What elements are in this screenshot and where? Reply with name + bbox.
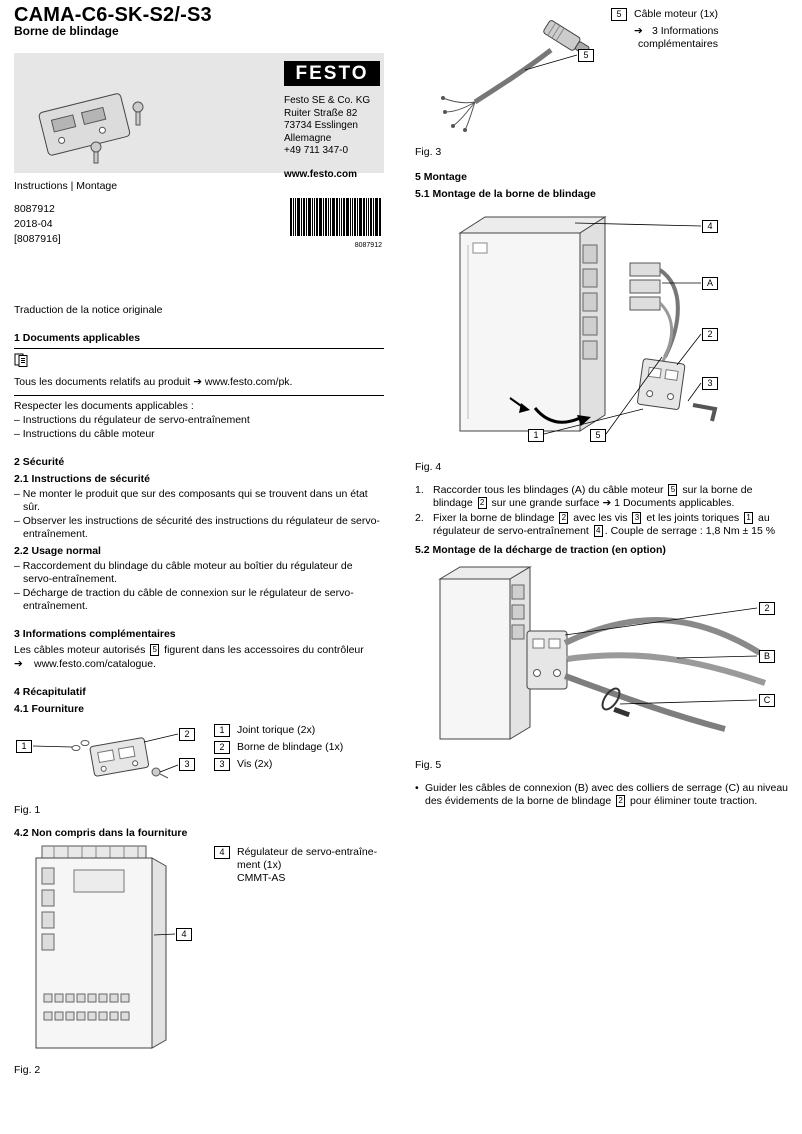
section-4-2-heading: 4.2 Non compris dans la fourniture <box>14 827 188 839</box>
barcode <box>290 198 382 250</box>
company-name: Festo SE & Co. KG <box>284 95 371 106</box>
doc-date: 2018-04 <box>14 218 53 230</box>
arrow-icon: ➔ <box>14 658 23 670</box>
legend-ref: 1 <box>214 724 230 737</box>
ref-box-4: 4 <box>594 525 603 537</box>
fig5-caption: Fig. 5 <box>415 759 442 771</box>
s3-text-pre: Les câbles moteur autorisés <box>14 644 149 656</box>
fig1-caption: Fig. 1 <box>14 804 41 816</box>
section-2-2-heading: 2.2 Usage normal <box>14 545 101 557</box>
legend-label: Câble moteur (1x) <box>634 8 719 20</box>
fig3-drawing <box>415 8 610 136</box>
all-documents-link: www.festo.com/pk. <box>202 376 293 388</box>
doc-type-label: Instructions | Montage <box>14 180 118 192</box>
all-documents-text: Tous les documents relatifs au produit <box>14 376 194 388</box>
fig1-callout-2: 2 <box>179 728 195 741</box>
legend-item <box>214 724 343 737</box>
section-4-heading: 4 Récapitulatif <box>14 686 86 698</box>
legend-label: Joint torique (2x) <box>237 724 316 736</box>
legend-item <box>611 8 719 21</box>
fig4-callout-4: 4 <box>702 220 718 233</box>
fig3-callout-5: 5 <box>578 49 594 62</box>
figure-2 <box>14 844 384 1058</box>
legend-ref: 2 <box>214 741 230 754</box>
legend-item <box>214 758 343 771</box>
montage-step-2 <box>415 512 790 538</box>
traction-bullet <box>415 782 790 808</box>
ref-box-5: 5 <box>150 644 159 656</box>
product-image <box>20 67 180 171</box>
bullet-text <box>425 782 790 808</box>
arrow-icon: ➔ <box>193 376 202 388</box>
step-number: 1. <box>415 484 424 496</box>
right-column <box>415 0 790 808</box>
step-text-seg: . Couple de serrage : 1,8 Nm ± 15 % <box>604 525 776 537</box>
catalogue-link-line <box>14 658 384 671</box>
bullet-text-seg: pour éliminer toute traction. <box>627 795 758 807</box>
fig4-callout-2: 2 <box>702 328 718 341</box>
usage-item: – Raccordement du blindage du câble moteur au boîtier du régulateur de servo-entraînement. <box>14 560 353 585</box>
fig4-callout-5: 5 <box>590 429 606 442</box>
bullet-text-seg: Guider les câbles de connexion (B) avec des colliers de serrage (C) au niveau des évidements de la borne de blindage <box>425 782 789 807</box>
figure-1 <box>14 720 384 798</box>
legend-label-line: CMMT-AS <box>237 872 286 884</box>
legend-ref: 5 <box>611 8 627 21</box>
fig2-caption: Fig. 2 <box>14 1064 41 1076</box>
company-phone: +49 711 347-0 <box>284 145 349 156</box>
legend-info-text: complémentaires <box>638 38 718 50</box>
festo-logo: FESTO <box>284 61 380 86</box>
figure-3 <box>415 8 790 140</box>
fig4-caption: Fig. 4 <box>415 461 442 473</box>
step-text-seg: Raccorder tous les blindages (A) du câble moteur <box>433 484 667 496</box>
product-header-box <box>14 53 384 180</box>
section-4-1-heading: 4.1 Fourniture <box>14 703 85 715</box>
section-2-heading: 2 Sécurité <box>14 456 65 468</box>
page-subtitle: Borne de blindage <box>14 24 119 38</box>
fig4-callout-A: A <box>702 277 718 290</box>
ref-box-5: 5 <box>668 484 677 496</box>
catalogue-link: www.festo.com/catalogue. <box>34 658 156 670</box>
legend-label-line: Régulateur de servo-entraîne- <box>237 846 378 858</box>
fig5-callout-C: C <box>759 694 775 707</box>
section-5-2-heading: 5.2 Montage de la décharge de traction (en option) <box>415 544 666 556</box>
company-country: Allemagne <box>284 132 332 144</box>
documents-infobox <box>14 349 384 396</box>
legend-item <box>214 741 343 754</box>
section-3-heading: 3 Informations complémentaires <box>14 628 176 640</box>
ref-box-3: 3 <box>632 512 641 524</box>
fig2-callout-4: 4 <box>176 928 192 941</box>
section-5-1-heading: 5.1 Montage de la borne de blindage <box>415 188 596 200</box>
legend-label: Borne de blindage (1x) <box>237 741 344 753</box>
figure-4 <box>415 205 790 455</box>
step-number: 2. <box>415 512 424 524</box>
fig5-drawing <box>415 561 785 751</box>
brand-block <box>284 61 380 181</box>
applicable-doc-item: – Instructions du câble moteur <box>14 428 155 440</box>
s3-text-post: figurent dans les accessoires du contrôleur <box>161 644 364 656</box>
all-documents-line <box>14 376 384 389</box>
fig1-callout-1: 1 <box>16 740 32 753</box>
fig4-callout-3: 3 <box>702 377 718 390</box>
page-title: CAMA-C6-SK-S2/-S3 <box>14 4 212 26</box>
legend-ref: 3 <box>214 758 230 771</box>
fig4-callout-1: 1 <box>528 429 544 442</box>
meta-block <box>14 202 384 258</box>
bullet-marker: • <box>415 782 419 794</box>
step-text-seg: sur la borne de blindage <box>433 484 753 509</box>
fig3-legend <box>611 8 719 51</box>
alt-order-number: [8087916] <box>14 233 61 245</box>
step-text-seg: 1 Documents applicables. <box>611 497 735 509</box>
step-text-seg: avec les vis <box>570 512 631 524</box>
step-text-seg: Fixer la borne de blindage <box>433 512 558 524</box>
fig1-callout-3: 3 <box>179 758 195 771</box>
arrow-icon: ➔ <box>634 25 643 37</box>
company-address <box>284 95 380 181</box>
section-3-text <box>14 644 384 657</box>
section-2-1-heading: 2.1 Instructions de sécurité <box>14 473 150 485</box>
legend-item <box>214 846 377 885</box>
section-1-heading: 1 Documents applicables <box>14 332 384 349</box>
step-text-seg: et les joints toriques <box>643 512 743 524</box>
montage-step-1 <box>415 484 790 510</box>
safety-item: – Ne monter le produit que sur des composants qui se trouvent dans un état sûr. <box>14 488 368 513</box>
fig5-callout-2: 2 <box>759 602 775 615</box>
ref-box-2: 2 <box>616 795 625 807</box>
order-number: 8087912 <box>14 203 55 215</box>
step-text-seg: sur une grande surface <box>488 497 603 509</box>
translation-note: Traduction de la notice originale <box>14 304 163 316</box>
legend-ref: 4 <box>214 846 230 859</box>
fig1-legend <box>214 724 343 775</box>
usage-item: – Décharge de traction du câble de connexion sur le régulateur de servo-entraînement. <box>14 587 354 612</box>
barcode-number: 8087912 <box>354 242 382 249</box>
barcode-image <box>290 198 382 238</box>
left-column <box>14 0 384 1087</box>
company-street: Ruiter Straße 82 <box>284 107 358 119</box>
legend-info-line <box>634 25 719 38</box>
ref-box-1: 1 <box>744 512 753 524</box>
company-website: www.festo.com <box>284 168 357 180</box>
ref-box-2: 2 <box>559 512 568 524</box>
arrow-icon: ➔ <box>602 497 612 509</box>
legend-label <box>237 846 377 885</box>
respect-line: Respecter les documents applicables : <box>14 400 194 412</box>
legend-label-line: ment (1x) <box>237 859 282 871</box>
company-city: 73734 Esslingen <box>284 120 358 131</box>
fig5-callout-B: B <box>759 650 775 663</box>
applicable-doc-item: – Instructions du régulateur de servo-entraînement <box>14 414 250 426</box>
fig2-legend <box>214 846 377 889</box>
fig4-drawing <box>415 205 785 453</box>
legend-label: Vis (2x) <box>237 758 273 770</box>
step-text <box>433 512 790 538</box>
safety-item: – Observer les instructions de sécurité des instructions du régulateur de servo-entraînement. <box>14 515 380 540</box>
legend-info-text: 3 Informations <box>652 25 719 37</box>
documents-icon <box>14 353 29 367</box>
step-text <box>433 484 790 510</box>
ref-box-2: 2 <box>478 497 487 509</box>
fig2-drawing <box>14 844 209 1056</box>
step-text-seg: au régulateur de servo-entraînement <box>433 512 770 537</box>
figure-5 <box>415 561 790 753</box>
fig3-caption: Fig. 3 <box>415 146 442 158</box>
section-5-heading: 5 Montage <box>415 171 467 183</box>
